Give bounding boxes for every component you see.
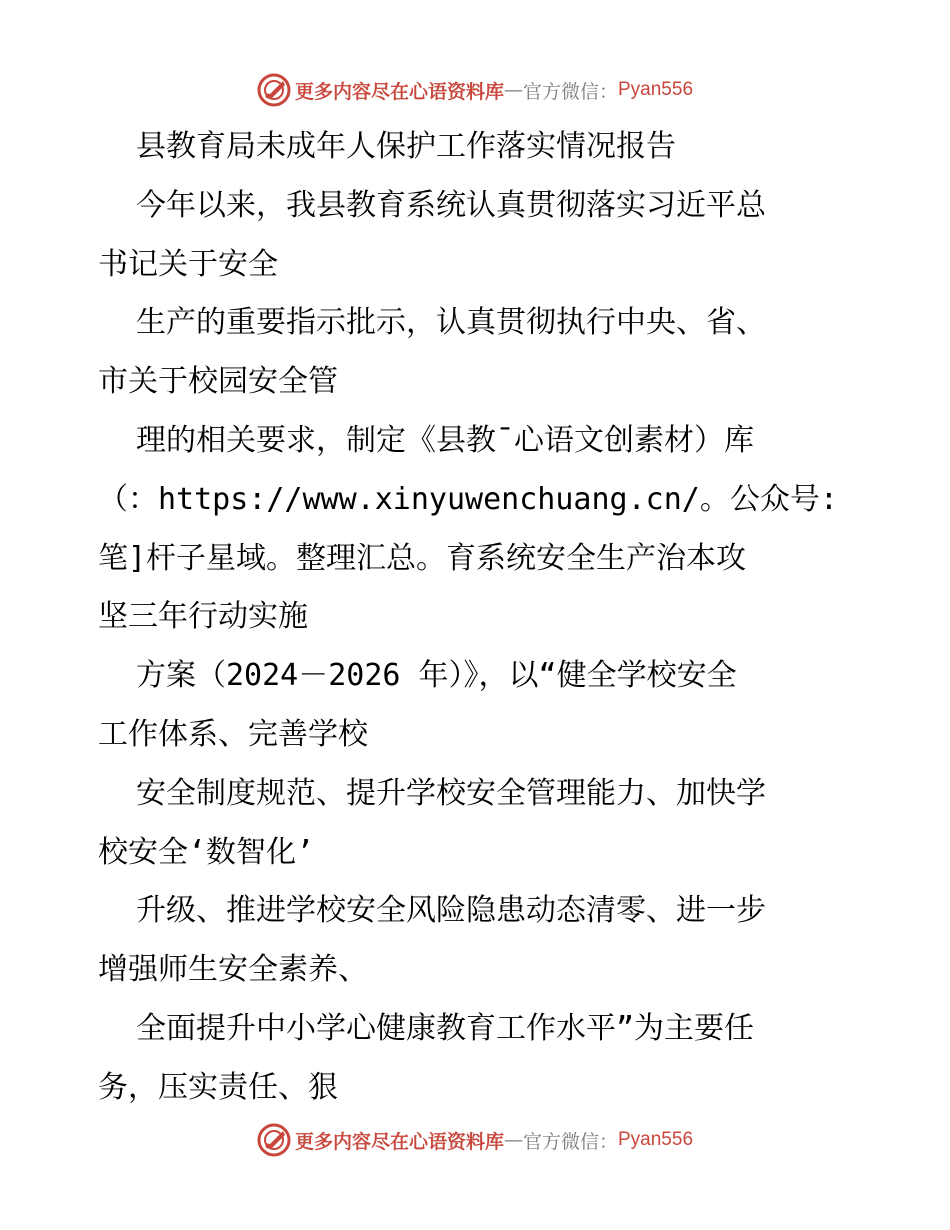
- document-line: 升级、推进学校安全风险隐患动态清零、进一步: [136, 893, 766, 929]
- document-line: 坚三年行动实施: [98, 599, 308, 635]
- banner-wechat-label: 官方微信：: [522, 1130, 618, 1153]
- document-line: 今年以来，我县教育系统认真贯彻落实习近平总: [136, 187, 766, 223]
- banner-separator: —: [503, 79, 523, 101]
- document-line: 工作体系、完善学校: [98, 716, 368, 752]
- document-line: 生产的重要指示批示，认真贯彻执行中央、省、: [136, 305, 766, 341]
- document-line: 安全制度规范、提升学校安全管理能力、加快学: [136, 775, 766, 811]
- document-line: 全面提升中小学心健康教育工作水平”为主要任: [136, 1010, 755, 1046]
- header-banner: [0, 70, 950, 110]
- document-title: 县教育局未成年人保护工作落实情况报告: [136, 129, 676, 164]
- document-line: 笔]杆子星域。整理汇总。育系统安全生产治本攻: [98, 540, 747, 576]
- document-line: 增强师生安全素养、: [98, 952, 368, 988]
- banner-brand: 更多内容尽在心语资料库: [294, 80, 504, 103]
- document-line: 市关于校园安全管: [98, 364, 338, 400]
- logo-icon: [257, 1123, 291, 1157]
- banner-wechat-id: Pyan556: [618, 79, 694, 100]
- footer-banner: [0, 1120, 950, 1160]
- document-line: 理的相关要求，制定《县教¯心语文创素材）库: [136, 422, 755, 458]
- document-line: （：https://www.xinyuwenchuang.cn/。公众号:: [98, 481, 838, 517]
- banner-separator: —: [503, 1129, 523, 1151]
- document-line: 务，压实责任、狠: [98, 1069, 338, 1105]
- logo-icon: [257, 73, 291, 107]
- document-line: 书记关于安全: [98, 246, 278, 282]
- document-body: [98, 118, 858, 1118]
- document-line: 校安全‘数智化’: [98, 834, 315, 870]
- document-line: 方案（2024－2026 年）》，以“健全学校安全: [136, 658, 737, 694]
- banner-wechat-label: 官方微信：: [522, 80, 618, 103]
- banner-wechat-id: Pyan556: [618, 1129, 694, 1150]
- banner-brand: 更多内容尽在心语资料库: [294, 1130, 504, 1153]
